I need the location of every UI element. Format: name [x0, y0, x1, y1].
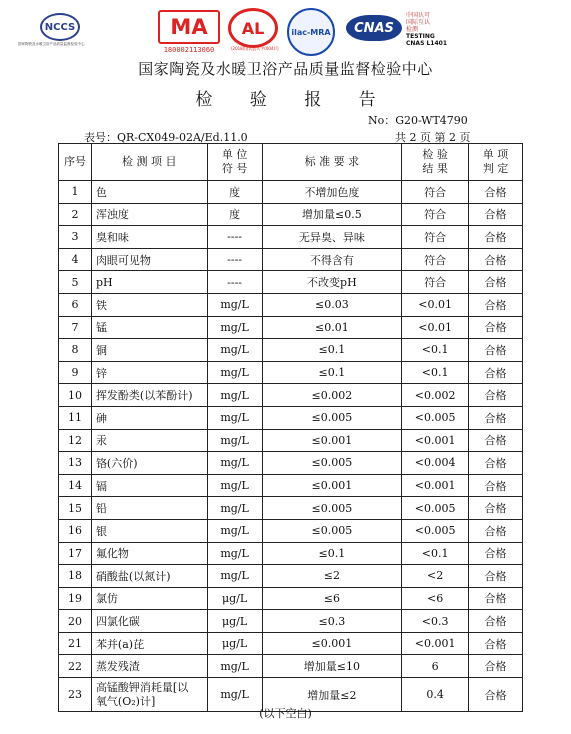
cell-unit: mg/L — [207, 361, 262, 384]
cell-seq: 17 — [59, 542, 92, 565]
header-seq: 序号 — [59, 144, 92, 181]
cell-result: <0.3 — [402, 610, 469, 633]
cell-seq: 6 — [59, 293, 92, 316]
cell-result: <0.005 — [402, 519, 469, 542]
cell-standard: ≤0.005 — [262, 452, 402, 475]
cell-standard: ≤0.03 — [262, 293, 402, 316]
header-unit: 单 位 符 号 — [207, 144, 262, 181]
cell-item: 砷 — [91, 406, 207, 429]
cell-standard: 增加量≤0.5 — [262, 203, 402, 226]
cell-verdict: 合格 — [469, 542, 523, 565]
cell-seq: 19 — [59, 587, 92, 610]
cell-verdict: 合格 — [469, 361, 523, 384]
cnas-accreditation-text — [406, 12, 447, 47]
cell-unit: mg/L — [207, 384, 262, 407]
cell-unit: ---- — [207, 271, 262, 294]
cell-unit: mg/L — [207, 452, 262, 475]
cell-verdict: 合格 — [469, 497, 523, 520]
cell-result: <0.01 — [402, 293, 469, 316]
cell-result: <0.005 — [402, 497, 469, 520]
cell-item: 四氯化碳 — [91, 610, 207, 633]
nccs-caption: 国家陶瓷及水暖卫浴产品质量监督检验中心 — [18, 42, 85, 46]
cell-seq: 10 — [59, 384, 92, 407]
cell-unit: mg/L — [207, 316, 262, 339]
table-header-row — [59, 144, 523, 181]
cell-verdict: 合格 — [469, 678, 523, 712]
cal-caption: (2018)国认监认字(004)号 — [230, 46, 280, 51]
cell-item: 镉 — [91, 474, 207, 497]
cell-result: <0.005 — [402, 406, 469, 429]
table-row — [59, 406, 523, 429]
table-row — [59, 655, 523, 678]
cell-result: <0.001 — [402, 429, 469, 452]
cell-result: <0.004 — [402, 452, 469, 475]
cell-seq: 16 — [59, 519, 92, 542]
cnas-logo: CNAS — [346, 15, 402, 41]
cell-verdict: 合格 — [469, 406, 523, 429]
cell-result: 符合 — [402, 248, 469, 271]
table-row — [59, 474, 523, 497]
table-row — [59, 316, 523, 339]
cell-item: 臭和味 — [91, 226, 207, 249]
cell-verdict: 合格 — [469, 429, 523, 452]
cnas-en-line: CNAS L1401 — [406, 40, 448, 47]
cell-verdict: 合格 — [469, 474, 523, 497]
table-row — [59, 248, 523, 271]
cell-standard: ≤0.005 — [262, 497, 402, 520]
cell-verdict: 合格 — [469, 565, 523, 588]
header-result: 检 验 结 果 — [402, 144, 469, 181]
results-table — [58, 143, 523, 712]
header-standard: 标 准 要 求 — [262, 144, 402, 181]
cell-item: 铜 — [91, 339, 207, 362]
cell-verdict: 合格 — [469, 384, 523, 407]
cell-unit: mg/L — [207, 339, 262, 362]
cell-standard: ≤0.1 — [262, 542, 402, 565]
cell-standard: ≤0.002 — [262, 384, 402, 407]
cell-item: 银 — [91, 519, 207, 542]
cal-logo: AL — [228, 8, 278, 48]
header-item: 检 测 项 目 — [91, 144, 207, 181]
cell-verdict: 合格 — [469, 203, 523, 226]
cell-item: 锰 — [91, 316, 207, 339]
table-row — [59, 519, 523, 542]
cell-result: 符合 — [402, 271, 469, 294]
cell-standard: ≤0.001 — [262, 474, 402, 497]
cell-result: 符合 — [402, 226, 469, 249]
cell-unit: mg/L — [207, 293, 262, 316]
cell-unit: μg/L — [207, 610, 262, 633]
cell-result: <0.001 — [402, 474, 469, 497]
table-row — [59, 339, 523, 362]
organization-name: 国家陶瓷及水暖卫浴产品质量监督检验中心 — [138, 60, 433, 78]
cell-unit: mg/L — [207, 655, 262, 678]
cell-standard: 无异臭、异味 — [262, 226, 402, 249]
cell-item: 高锰酸钾消耗量[以 氧气(O₂)计] — [91, 678, 207, 712]
cell-standard: ≤0.3 — [262, 610, 402, 633]
cell-item: 挥发酚类(以苯酚计) — [91, 384, 207, 407]
report-title: 检 验 报 告 — [195, 90, 392, 110]
cell-standard: ≤0.1 — [262, 339, 402, 362]
table-row — [59, 497, 523, 520]
cell-seq: 2 — [59, 203, 92, 226]
cell-item: 铁 — [91, 293, 207, 316]
cell-standard: ≤0.005 — [262, 519, 402, 542]
cell-seq: 14 — [59, 474, 92, 497]
cell-item: 色 — [91, 181, 207, 204]
cell-standard: ≤6 — [262, 587, 402, 610]
cell-seq: 7 — [59, 316, 92, 339]
cell-result: <0.002 — [402, 384, 469, 407]
cell-seq: 9 — [59, 361, 92, 384]
cell-unit: ---- — [207, 226, 262, 249]
cell-standard: 不增加色度 — [262, 181, 402, 204]
cell-result: <0.1 — [402, 339, 469, 362]
blank-below-note: (以下空白) — [259, 707, 312, 720]
cell-item: 铅 — [91, 497, 207, 520]
cell-verdict: 合格 — [469, 632, 523, 655]
logo-bar — [0, 8, 571, 58]
cell-standard: ≤0.1 — [262, 361, 402, 384]
table-row — [59, 429, 523, 452]
cell-seq: 20 — [59, 610, 92, 633]
cell-item: pH — [91, 271, 207, 294]
cell-seq: 18 — [59, 565, 92, 588]
cell-seq: 11 — [59, 406, 92, 429]
cell-unit: mg/L — [207, 497, 262, 520]
cell-verdict: 合格 — [469, 519, 523, 542]
table-row — [59, 632, 523, 655]
cell-verdict: 合格 — [469, 271, 523, 294]
cell-unit: mg/L — [207, 406, 262, 429]
table-row — [59, 384, 523, 407]
cell-result: 符合 — [402, 203, 469, 226]
cell-item: 氟化物 — [91, 542, 207, 565]
table-row — [59, 293, 523, 316]
cell-standard: ≤0.001 — [262, 429, 402, 452]
cell-unit: μg/L — [207, 632, 262, 655]
table-row — [59, 271, 523, 294]
cell-standard: 增加量≤10 — [262, 655, 402, 678]
header-verdict: 单 项 判 定 — [469, 144, 523, 181]
cell-item: 锌 — [91, 361, 207, 384]
nccs-logo — [18, 13, 85, 46]
cell-result: <6 — [402, 587, 469, 610]
cma-logo: MA — [158, 10, 220, 44]
cnas-cn-line: 中国认可 — [406, 12, 431, 19]
cell-item: 肉眼可见物 — [91, 248, 207, 271]
cell-result: 符合 — [402, 181, 469, 204]
cell-seq: 22 — [59, 655, 92, 678]
cell-item: 硝酸盐(以氮计) — [91, 565, 207, 588]
cell-unit: μg/L — [207, 587, 262, 610]
cell-seq: 13 — [59, 452, 92, 475]
table-row — [59, 452, 523, 475]
cell-unit: mg/L — [207, 429, 262, 452]
report-number: No：G20-WT4790 — [368, 114, 468, 127]
cell-seq: 8 — [59, 339, 92, 362]
cell-seq: 21 — [59, 632, 92, 655]
cell-seq: 1 — [59, 181, 92, 204]
cell-seq: 5 — [59, 271, 92, 294]
cell-result: 6 — [402, 655, 469, 678]
cell-verdict: 合格 — [469, 181, 523, 204]
cell-item: 蒸发残渣 — [91, 655, 207, 678]
table-row — [59, 610, 523, 633]
cell-verdict: 合格 — [469, 587, 523, 610]
cell-seq: 12 — [59, 429, 92, 452]
form-number: 表号：QR-CX049-02A/Ed.11.0 — [84, 131, 248, 144]
cnas-cn-line: 检测 — [406, 26, 419, 33]
cell-verdict: 合格 — [469, 226, 523, 249]
cnas-cn-line: 国际互认 — [406, 19, 431, 26]
nccs-mark: NCCS — [40, 13, 80, 41]
cell-verdict: 合格 — [469, 452, 523, 475]
cell-unit: mg/L — [207, 542, 262, 565]
cell-unit: mg/L — [207, 678, 262, 712]
cell-result: <0.1 — [402, 542, 469, 565]
cell-item: 浑浊度 — [91, 203, 207, 226]
table-row — [59, 587, 523, 610]
table-row — [59, 565, 523, 588]
table-row — [59, 181, 523, 204]
ilac-mra-logo: ilac-MRA — [287, 8, 335, 56]
cell-unit: 度 — [207, 203, 262, 226]
table-row — [59, 226, 523, 249]
cell-result: <0.01 — [402, 316, 469, 339]
table-row — [59, 203, 523, 226]
cell-verdict: 合格 — [469, 293, 523, 316]
cell-result: <2 — [402, 565, 469, 588]
cell-unit: ---- — [207, 248, 262, 271]
cell-item: 汞 — [91, 429, 207, 452]
cell-unit: mg/L — [207, 565, 262, 588]
cell-seq: 15 — [59, 497, 92, 520]
cma-number: 180002113060 — [163, 46, 215, 54]
cell-result: 0.4 — [402, 678, 469, 712]
cell-standard: 增加量≤2 — [262, 678, 402, 712]
cell-verdict: 合格 — [469, 316, 523, 339]
cell-item: 氯仿 — [91, 587, 207, 610]
cell-result: <0.1 — [402, 361, 469, 384]
cell-standard: ≤0.005 — [262, 406, 402, 429]
cell-standard: 不改变pH — [262, 271, 402, 294]
table-row — [59, 361, 523, 384]
table-row — [59, 542, 523, 565]
cell-standard: ≤0.001 — [262, 632, 402, 655]
cell-seq: 4 — [59, 248, 92, 271]
cell-item: 铬(六价) — [91, 452, 207, 475]
cell-standard: ≤2 — [262, 565, 402, 588]
page-info: 共 2 页 第 2 页 — [395, 131, 471, 144]
cell-standard: ≤0.01 — [262, 316, 402, 339]
cell-verdict: 合格 — [469, 655, 523, 678]
cell-unit: mg/L — [207, 519, 262, 542]
cell-item: 苯并(a)芘 — [91, 632, 207, 655]
cell-unit: mg/L — [207, 474, 262, 497]
cnas-en-line: TESTING — [406, 33, 435, 40]
cell-seq: 3 — [59, 226, 92, 249]
cell-seq: 23 — [59, 678, 92, 712]
cell-verdict: 合格 — [469, 248, 523, 271]
cell-result: <0.001 — [402, 632, 469, 655]
cell-verdict: 合格 — [469, 339, 523, 362]
cell-verdict: 合格 — [469, 610, 523, 633]
cell-standard: 不得含有 — [262, 248, 402, 271]
cell-unit: 度 — [207, 181, 262, 204]
